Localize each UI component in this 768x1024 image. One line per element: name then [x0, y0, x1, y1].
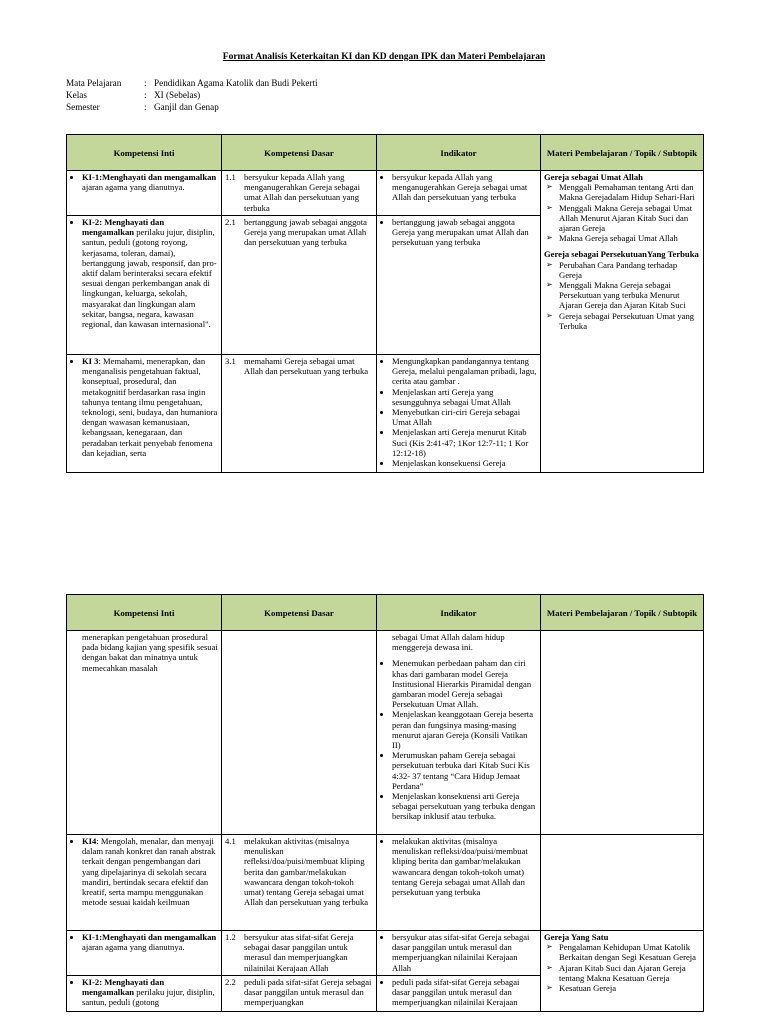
- meta-value: Pendidikan Agama Katolik dan Budi Pekerti: [154, 78, 318, 88]
- list-item: ➢ Menggali Makna Gereja sebagai Persekutuan yang terbuka Menurut Ajaran Gereja dan Ajaran Kitab Suci: [559, 280, 700, 311]
- ki1-cell: • KI-1:Menghayati dan mengamalkan ajaran agama yang dianutnya.: [67, 171, 222, 216]
- header-kd: Kompetensi Dasar: [222, 595, 377, 631]
- materi-cell: [541, 931, 704, 1012]
- ind-continued-cell: sebagai Umat Allah dalam hidup menggereja dewasa ini. • Menemukan perbedaan paham dan ciri khas dari gambaran model Gereja Institusional Hierarkis Piramidal dengan gambaran model Gereja sebagai Persekutuan Umat Allah. • Menjelaskan keanggotaan Gereja beserta peran dan fungsinya masing-masing menurut ajaran Gereja (Konsili Vatikan II) • Merumuskan paham Gereja sebagai persekutuan terbuka dari Kitab Suci Kis 4:32- 37 tentang “Cara Hidup Jemaat Perdana” • Menjelaskan konsekuensi arti Gereja sebagai persekutuan yang terbuka dengan bersikap inklusif atau terbuka.: [377, 631, 541, 835]
- list-item: ➢ Perubahan Cara Pandang terhadap Gereja: [559, 260, 700, 280]
- list-item: ➢ Menggali Pemahaman tentang Arti dan Makna Gerejadalam Hidup Sehari-Hari: [559, 182, 700, 202]
- list-item: • Menjelaskan arti Gereja yang sesungguhnya sebagai Umat Allah: [392, 387, 537, 407]
- list-item: ➢ Pengalaman Kehidupan Umat Katolik Berkaitan dengan Segi Kesatuan Gereja: [559, 942, 700, 962]
- ki3-continued-cell: menerapkan pengetahuan prosedural pada bidang kajian yang spesifik sesuai dengan bakat dan minatnya untuk memecahkan masalah: [67, 631, 222, 835]
- ind22-cell: • peduli pada sifat-sifat Gereja sebagai dasar panggilan untuk merasul dan memperjuangkan nilainilai Kerajaan: [377, 976, 541, 1012]
- ki2-cell: • KI-2: Menghayati dan mengamalkan perilaku jujur, disiplin, santun, peduli (gotong royong, kerjasama, toleran, damai), bertanggung jawab, responsif, dan pro-aktif dalam berinteraksi secara efektif sesuai dengan perkembangan anak di lingkungan, keluarga, sekolah, masyarakat dan lingkungan alam sekitar, bangsa, negara, kawasan regional, dan kawasan internasional".: [67, 216, 222, 355]
- header-ki: Kompetensi Inti: [67, 135, 222, 171]
- materi-empty-cell: [541, 835, 704, 931]
- kd11-cell: 1.1 bersyukur kepada Allah yang menganugerahkan Gereja sebagai umat Allah dan persekutuan yang terbuka: [222, 171, 377, 216]
- meta-row: Kelas : XI (Sebelas): [66, 90, 201, 100]
- list-item: • Menjelaskan konsekuensi arti Gereja sebagai persekutuan yang terbuka dengan bersikap inklusif atau terbuka.: [392, 791, 537, 822]
- list-item: ➢ Ajaran Kitab Suci dan Ajaran Gereja tentang Makna Kesatuan Gereja: [559, 963, 700, 983]
- kd-empty-cell: [222, 631, 377, 835]
- materi-empty-cell: [541, 631, 704, 835]
- analysis-table-2: [66, 594, 704, 1012]
- materi-heading: Gereja sebagai PersekutuanYang Terbuka: [544, 249, 699, 260]
- list-item: • Menjelaskan keanggotaan Gereja beserta peran dan fungsinya masing-masing menurut ajaran Gereja (Konsili Vatikan II): [392, 709, 537, 750]
- kd12-cell: 1.2 bersyukur atas sifat-sifat Gereja sebagai dasar panggilan untuk merasul dan memperjuangkan nilainilai Kerajaan Allah: [222, 931, 377, 976]
- table-header-row: [67, 135, 704, 171]
- table-row: [67, 171, 704, 216]
- materi-heading: Gereja Yang Satu: [544, 932, 609, 942]
- ind31-cell: [377, 355, 541, 473]
- header-kd: Kompetensi Dasar: [222, 135, 377, 171]
- list-item: • Menjelaskan konsekuensi Gereja: [392, 458, 537, 468]
- materi-heading: Gereja sebagai Umat Allah: [544, 172, 643, 182]
- kd31-cell: 3.1 memahami Gereja sebagai umat Allah dan persekutuan yang terbuka: [222, 355, 377, 473]
- kd21-cell: 2.1 bertanggung jawab sebagai anggota Gereja yang merupakan umat Allah dan persekutuan yang terbuka: [222, 216, 377, 355]
- ki4-cell: • KI4: Mengolah, menalar, dan menyaji dalam ranah konkret dan ranah abstrak terkait dengan pengembangan dari yang dipelajarinya di sekolah secara mandiri, bertindak secara efektif dan kreatif, serta mampu menggunakan metode sesuai kaidah keilmuan: [67, 835, 222, 931]
- header-ki: Kompetensi Inti: [67, 595, 222, 631]
- list-item: • Mengungkapkan pandangannya tentang Gereja, melalui pengalaman pribadi, lagu, cerita atau gambar .: [392, 356, 537, 387]
- header-indikator: Indikator: [377, 595, 541, 631]
- ind11-cell: • bersyukur kepada Allah yang menganugerahkan Gereja sebagai umat Allah dan persekutuan yang terbuka: [377, 171, 541, 216]
- meta-row: Semester : Ganjil dan Genap: [66, 102, 219, 112]
- ind41-cell: • melakukan aktivitas (misalnya menuliskan refleksi/doa/puisi/membuat kliping berita dan gambar/melakukan wawancara dengan tokoh-tokoh umat) tentang Gereja sebagai umat Allah dan persekutuan yang terbuka: [377, 835, 541, 931]
- ki1-cell: • KI-1:Menghayati dan mengamalkan ajaran agama yang dianutnya.: [67, 931, 222, 976]
- list-item: ➢ Kesatuan Gereja: [559, 983, 700, 993]
- meta-label: Kelas: [66, 90, 87, 100]
- meta-label: Mata Pelajaran: [66, 78, 122, 88]
- document-title: Format Analisis Keterkaitan KI dan KD dengan IPK dan Materi Pembelajaran: [222, 52, 546, 62]
- meta-row: Mata Pelajaran : Pendidikan Agama Katolik dan Budi Pekerti: [66, 78, 318, 88]
- meta-value: Ganjil dan Genap: [154, 102, 219, 112]
- analysis-table-1: [66, 134, 704, 473]
- meta-value: XI (Sebelas): [154, 90, 201, 100]
- header-indikator: Indikator: [377, 135, 541, 171]
- materi-list: [544, 182, 700, 243]
- header-materi: Materi Pembelajaran / Topik / Subtopik: [541, 135, 704, 171]
- list-item: ➢ Menggali Makna Gereja sebagai Umat Allah Menurut Ajaran Kitab Suci dan ajaran Gereja: [559, 203, 700, 234]
- materi-list: [544, 260, 700, 331]
- list-item: • Menjelaskan arti Gereja menurut Kitab Suci (Kis 2:41-47; 1Kor 12:7-11; 1 Kor 12:12-18): [392, 427, 537, 458]
- materi-list: [544, 942, 700, 993]
- table-row: [67, 835, 704, 931]
- table-row: [67, 631, 704, 835]
- table-header-row: [67, 595, 704, 631]
- header-materi: Materi Pembelajaran / Topik / Subtopik: [541, 595, 704, 631]
- list-item: ➢ Gereja sebagai Persekutuan Umat yang Terbuka: [559, 311, 700, 331]
- kd41-cell: 4.1 melakukan aktivitas (misalnya menuliskan refleksi/doa/puisi/membuat kliping berita dan gambar/melakukan wawancara dengan tokoh-tokoh umat) tentang Gereja sebagai umat Allah dan persekutuan yang terbuka: [222, 835, 377, 931]
- table-row: [67, 931, 704, 976]
- meta-label: Semester: [66, 102, 100, 112]
- list-item: • Menyebutkan ciri-ciri Gereja sebagai Umat Allah: [392, 407, 537, 427]
- ind12-cell: • bersyukur atas sifat-sifat Gereja sebagai dasar panggilan untuk merasul dan memperjuangkan nilainilai Kerajaan Allah: [377, 931, 541, 976]
- document-meta: [66, 77, 318, 113]
- list-item: • Merumuskan paham Gereja sebagai persekutuan terbuka dari Kitab Suci Kis 4:32- 37 tentang “Cara Hidup Jemaat Perdana”: [392, 750, 537, 791]
- list-item: • Menemukan perbedaan paham dan ciri khas dari gambaran model Gereja Institusional Hierarkis Piramidal dengan gambaran model Gereja sebagai Persekutuan Umat Allah.: [392, 658, 537, 709]
- list-item: ➢ Makna Gereja sebagai Umat Allah: [559, 233, 700, 243]
- ki3-cell: • KI 3: Memahami, menerapkan, dan menganalisis pengetahuan faktual, konseptual, prosedural, dan metakognitif berdasarkan rasa ingin tahunya tentang ilmu pengetahuan, teknologi, seni, budaya, dan humaniora dengan wawasan kemanusiaan, kebangsaan, kenegaraan, dan peradaban terkait penyebab fenomena dan kejadian, serta: [67, 355, 222, 473]
- ki2-cell: • KI-2: Menghayati dan mengamalkan perilaku jujur, disiplin, santun, peduli (gotong: [67, 976, 222, 1012]
- ind21-cell: • bertanggung jawab sebagai anggota Gereja yang merupakan umat Allah dan persekutuan yang terbuka: [377, 216, 541, 355]
- materi-cell: [541, 171, 704, 473]
- kd22-cell: 2.2 peduli pada sifat-sifat Gereja sebagai dasar panggilan untuk merasul dan memperjuangkan: [222, 976, 377, 1012]
